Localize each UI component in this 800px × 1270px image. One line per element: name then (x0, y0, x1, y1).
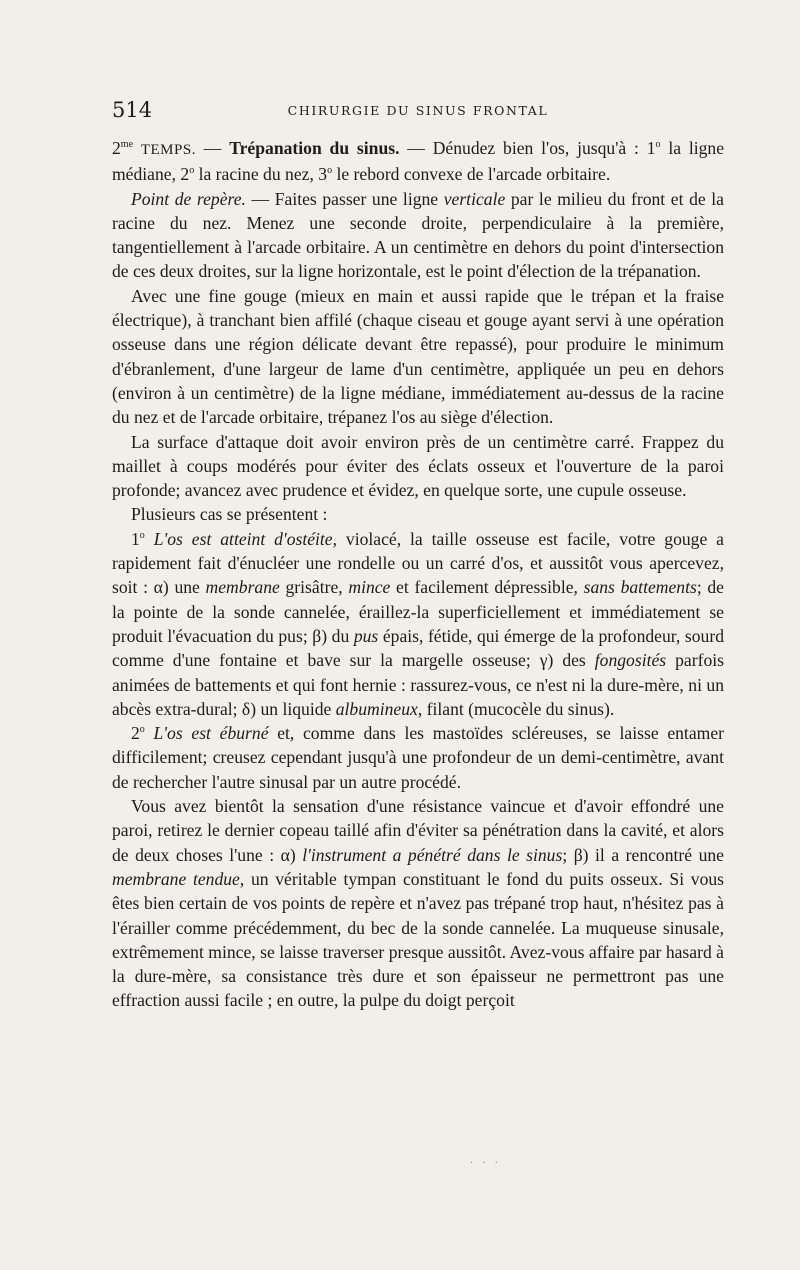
italic-term: verticale (443, 188, 506, 209)
section-title: Trépanation du sinus. (229, 138, 400, 158)
step-number: 2 (112, 138, 121, 158)
italic-term: membrane tendue (112, 868, 240, 889)
paragraph-gouge: Avec une fine gouge (mieux en main et aussi rapide que le trépan et la fraise électrique), à tranchant bien affilé (chaque ciseau et gouge ayant servi à une opération osseuse dans une région délicate devant être repassé), pour produire le minimum d'ébranlement, d'une largeur de lame d'un centimètre, appliquée un peu en dehors (environ à un centimètre) de la ligne médiane, immédiatement au-dessus de la racine du nez et de l'arcade orbitaire, trépanez l'os au siège d'élection. (112, 285, 724, 428)
running-title: CHIRURGIE DU SINUS FRONTAL (287, 103, 549, 118)
paragraph-surface: La surface d'attaque doit avoir environ près de un centimètre carré. Frappez du maillet à coups modérés pour éviter des éclats osseux et l'ouverture de la paroi profonde; avancez avec prudence et évidez, en quelque sorte, une cupule osseuse. (112, 431, 724, 501)
text-run: — Faites passer une ligne (245, 188, 444, 209)
body-text (112, 136, 724, 1013)
scan-noise: · · · (470, 1158, 501, 1169)
paragraph-cas: Plusieurs cas se présentent : (131, 504, 328, 525)
text-run: par le milieu du front et de la racine du nez. Menez une seconde droite, perpendiculaire à la première, tangentiellement à l'arcade orbitaire. A un centimètre en dehors du point d'intersection de ces deux droites, sur la ligne horizontale, est le point d'élection de la trépanation. (112, 188, 724, 282)
text-run: et, comme dans les mastoïdes scléreuses, se laisse entamer difficilement; creusez cependant jusqu'à une profondeur de un demi-centimètre, avant de rechercher l'autre sinusal par un autre procédé. (112, 723, 724, 792)
italic-term: albumineux (335, 698, 418, 719)
text-run: , violacé, la taille osseuse est facile, votre gouge a rapidement fait d'énucléer une rondelle ou un carré d'os, et aussitôt vous apercevez, soit : α) une (112, 528, 724, 598)
ordinal-suffix: o (189, 165, 195, 177)
ordinal-suffix: o (139, 724, 145, 736)
italic-term: mince (348, 577, 391, 598)
case-number: 2 (131, 723, 140, 744)
text-run: la racine du nez, 3 (194, 164, 328, 185)
text-run: parfois animées de battements et qui font hernie : rassurez-vous, ce n'est ni la dure-mère, ni un abcès extra-dural; δ) un liquide (112, 650, 724, 719)
text-run: Vous avez bientôt la sensation d'une résistance vaincue et d'avoir effondré une paroi, retirez le dernier copeau taillé afin d'éviter sa pénétration dans la cavité, et alors de deux choses l'une : α) (112, 796, 724, 865)
text-run: ; de la pointe de la sonde cannelée, éraillez-la superficiellement et immédiatement se produit l'évacuation du pus; β) du (112, 577, 724, 646)
step-label: TEMPS. (140, 142, 196, 158)
ordinal-suffix: o (327, 165, 333, 177)
text-run: , filant (mucocèle du sinus). (417, 698, 615, 719)
italic-term: membrane (205, 577, 280, 598)
text-run: grisâtre, (279, 577, 349, 598)
ordinal-suffix: o (655, 139, 661, 151)
paragraph-case-2 (112, 721, 724, 794)
text-run: le rebord convexe de l'arcade orbitaire. (332, 164, 611, 185)
italic-term: sans battements (583, 577, 697, 598)
dash: — (195, 138, 230, 158)
paragraph-repere (112, 187, 724, 284)
paragraph-case-1 (112, 527, 724, 721)
text-run: et facilement dépressible, (390, 577, 584, 598)
page-header (112, 98, 724, 124)
italic-term: L'os est éburné (144, 723, 269, 744)
text-run: la ligne médiane, 2 (112, 138, 725, 185)
paragraph-temps (112, 136, 724, 187)
paragraph-lead: Point de repère. (131, 188, 246, 209)
case-number: 1 (131, 528, 140, 549)
text-run: — Dénudez bien l'os, jusqu'à : 1 (399, 138, 656, 158)
page-number: 514 (112, 98, 153, 122)
italic-term: pus (353, 625, 379, 646)
text-run: ; β) il a rencontré une (562, 844, 724, 865)
paragraph-resistance (112, 794, 724, 1013)
italic-term: L'os est atteint d'ostéite (144, 528, 333, 549)
italic-term: l'instrument a pénétré dans le sinus (302, 844, 563, 865)
ordinal-suffix: me (120, 139, 134, 151)
text-run: épais, fétide, qui émerge de la profondeur, sourd comme d'une fontaine et bave sur la margelle osseuse; γ) des (112, 625, 724, 671)
italic-term: fongosités (594, 650, 667, 671)
ordinal-suffix: o (139, 529, 145, 541)
text-run: , un véritable tympan constituant le fond du puits osseux. Si vous êtes bien certain de vos points de repère et n'avez pas trépané trop haut, n'hésitez pas à l'érailler comme précédemment, du bec de la sonde cannelée. La muqueuse sinusale, extrêmement mince, se laisse traverser presque aussitôt. Avez-vous affaire par hasard à la dure-mère, sa consistance très dure et son épaisseur ne permettront pas une effraction aussi facile ; en outre, la pulpe du doigt perçoit (112, 868, 725, 1011)
